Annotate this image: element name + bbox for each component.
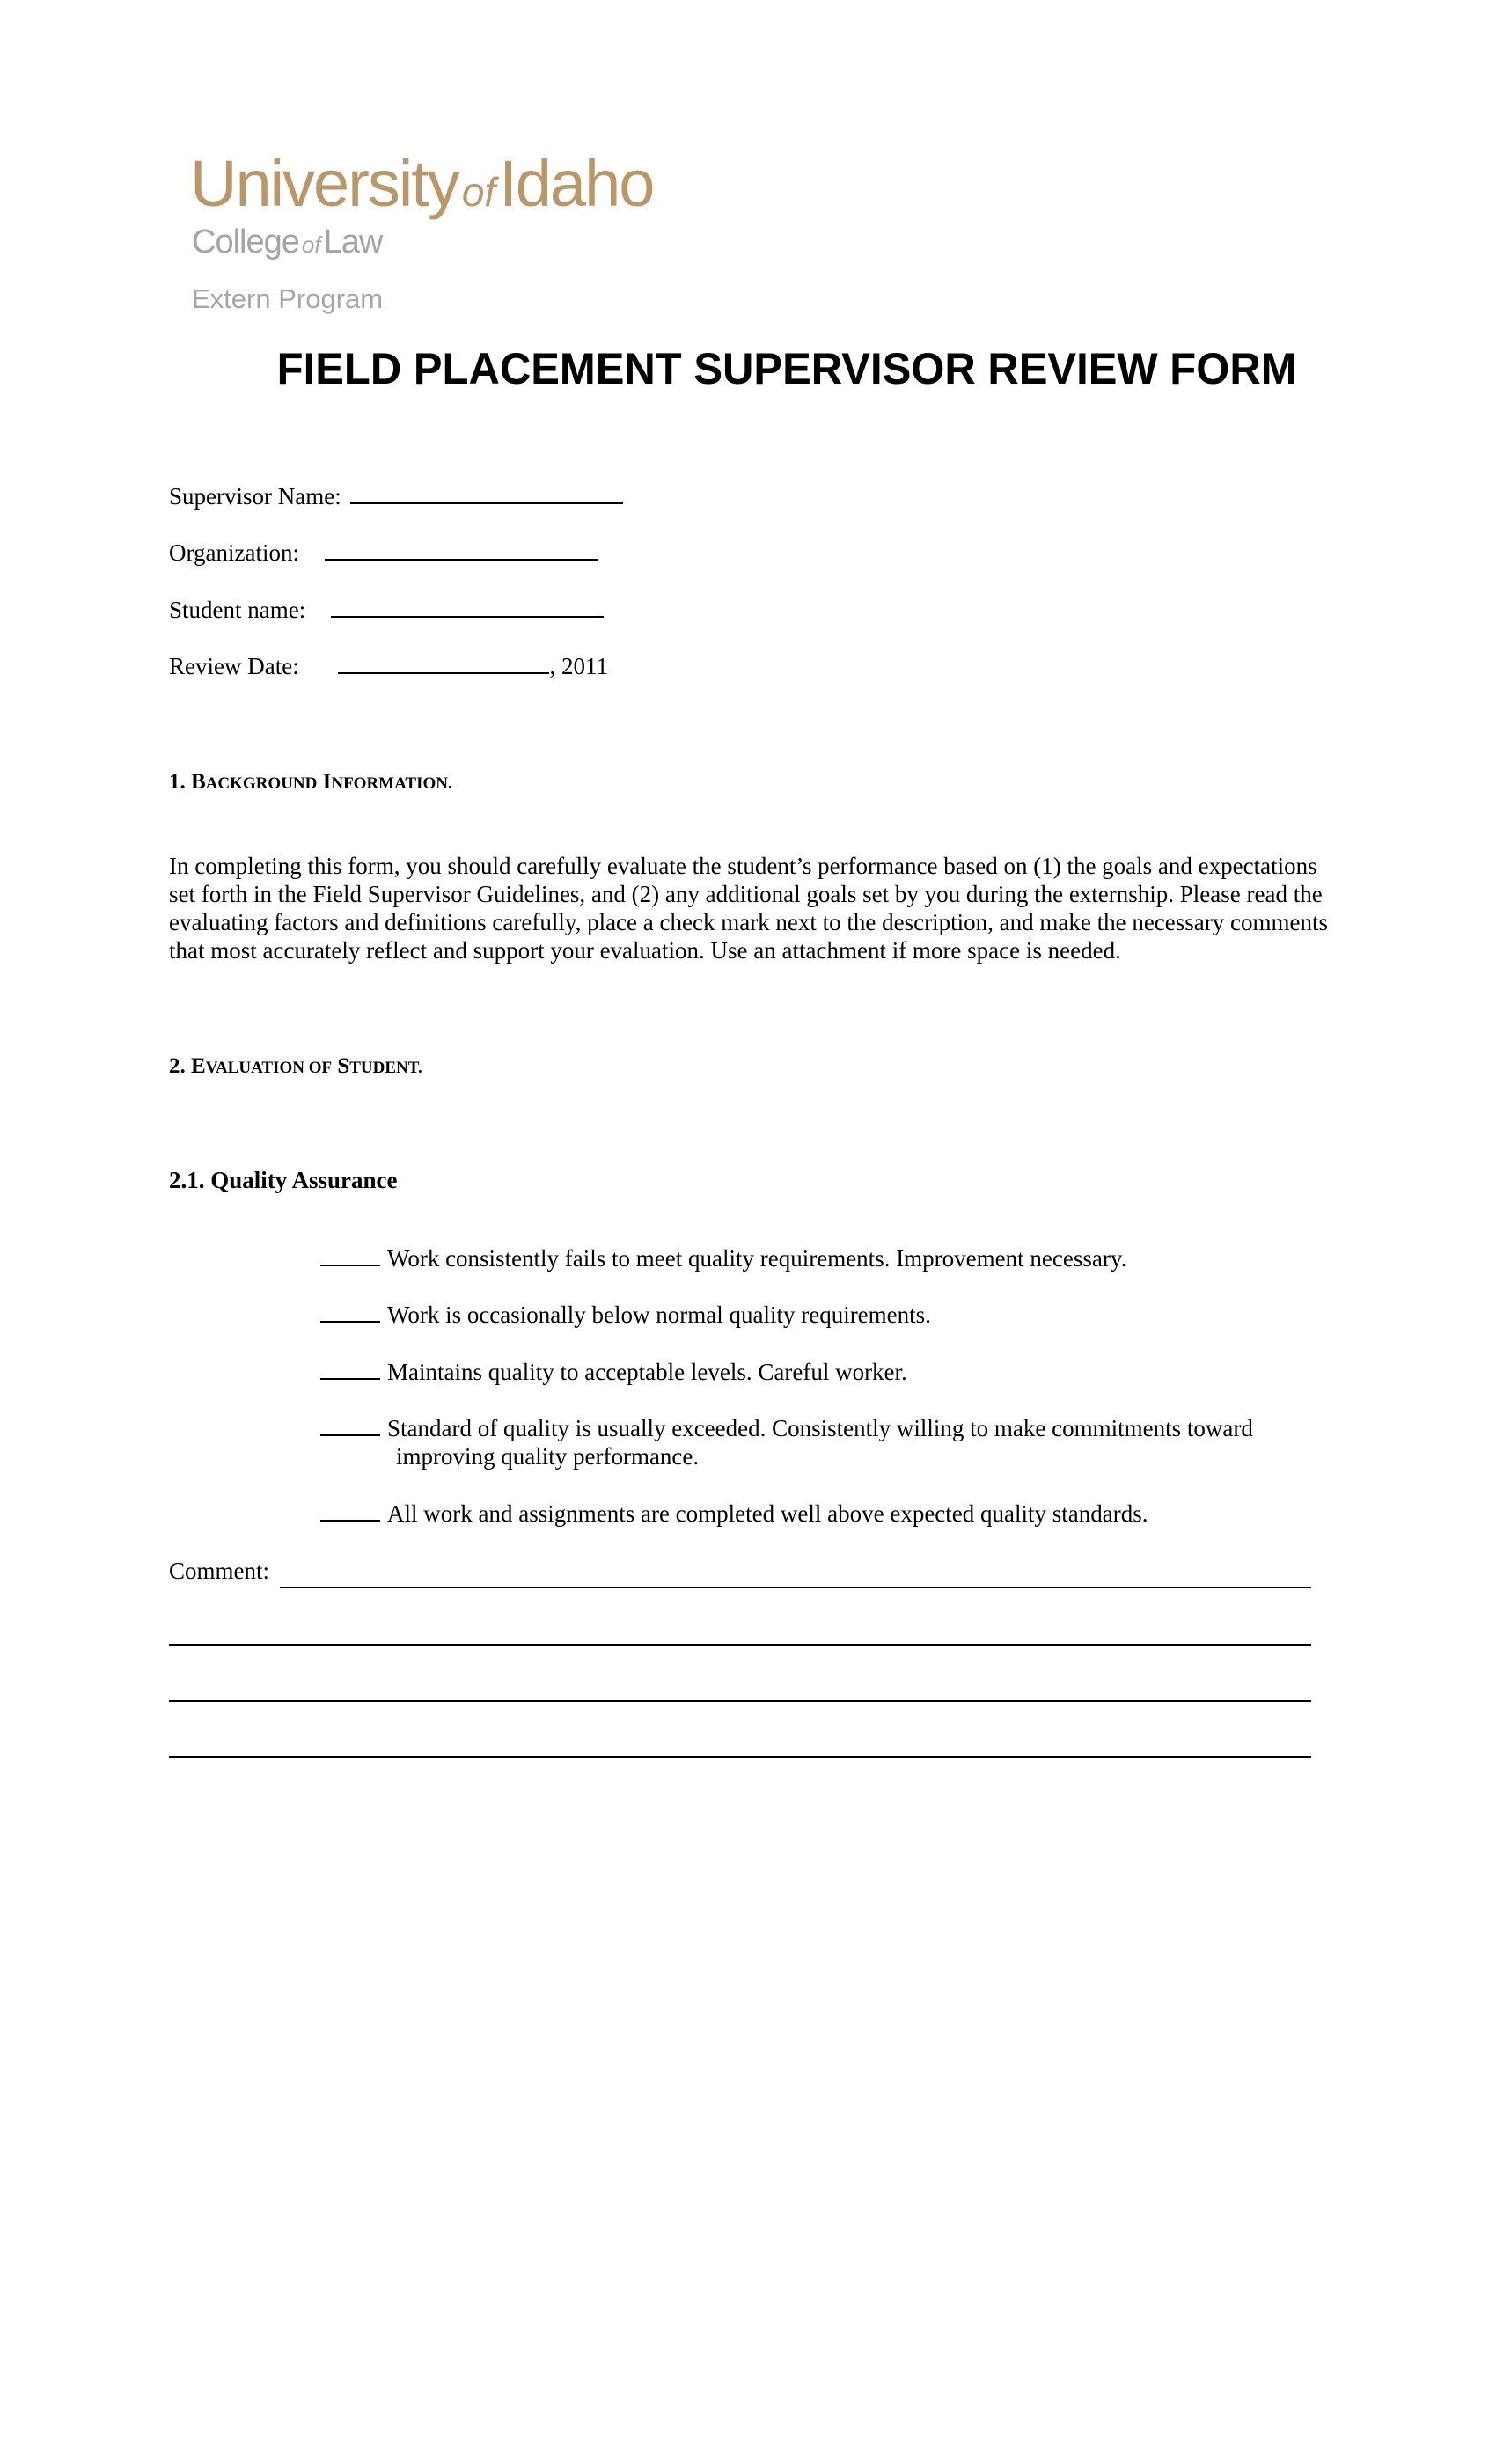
heading-cap: S: [337, 1054, 350, 1078]
heading-smallcaps: NFORMATION.: [331, 774, 452, 793]
comment-line-4[interactable]: [169, 1756, 1311, 1758]
option-text: All work and assignments are completed well above expected quality standards.: [387, 1500, 1148, 1527]
comment-line-1[interactable]: [280, 1587, 1311, 1588]
checkmark-blank[interactable]: [320, 1359, 380, 1380]
review-date-field[interactable]: [338, 653, 549, 674]
student-name-label: Student name:: [169, 597, 306, 623]
background-paragraph: [169, 852, 1383, 964]
student-name-row: [169, 596, 604, 624]
quality-option-3: [320, 1358, 907, 1386]
quality-option-2: [320, 1301, 931, 1329]
quality-option-5: [320, 1500, 1148, 1528]
heading-smallcaps: ACKGROUND: [205, 774, 318, 793]
paragraph-line: In completing this form, you should carefully evaluate the student’s performance based on (1) the goals and expectations: [169, 853, 1317, 879]
section-heading-evaluation: [169, 1055, 422, 1077]
checkmark-blank[interactable]: [320, 1415, 380, 1436]
option-text: Work is occasionally below normal quality requirements.: [387, 1302, 931, 1328]
review-date-year: , 2011: [549, 653, 608, 679]
paragraph-line: that most accurately reflect and support your evaluation. Use an attachment if more space is needed.: [169, 937, 1121, 964]
supervisor-name-field[interactable]: [350, 483, 623, 504]
student-name-field[interactable]: [331, 597, 604, 618]
page-title: FIELD PLACEMENT SUPERVISOR REVIEW FORM: [276, 344, 1297, 393]
college-of-law-logo: [192, 225, 382, 259]
quality-option-1: [320, 1244, 1126, 1272]
checkmark-blank[interactable]: [320, 1245, 380, 1266]
heading-cap: I: [322, 770, 332, 794]
option-text: Standard of quality is usually exceeded. Consistently willing to make commitments toward: [387, 1415, 1253, 1441]
section-heading-background: [169, 771, 452, 793]
logo-college-text: College: [192, 224, 299, 260]
heading-cap: E: [191, 1054, 206, 1078]
review-date-row: [169, 652, 608, 680]
checkmark-blank[interactable]: [320, 1500, 380, 1522]
option-text: Work consistently fails to meet quality requirements. Improvement necessary.: [387, 1245, 1127, 1272]
logo-university-text: University: [190, 147, 458, 220]
review-date-label: Review Date:: [169, 653, 299, 679]
program-name: Extern Program: [192, 283, 384, 314]
quality-option-4: [320, 1414, 1253, 1470]
heading-smallcaps: TUDENT.: [349, 1059, 422, 1077]
section-number: 1.: [169, 770, 186, 794]
supervisor-name-label: Supervisor Name:: [169, 483, 341, 510]
comment-line-3[interactable]: [169, 1700, 1311, 1702]
section-number: 2.: [169, 1054, 186, 1078]
supervisor-name-row: [169, 482, 623, 510]
option-text-continuation: improving quality performance.: [396, 1443, 700, 1470]
logo-of-text: of: [461, 169, 496, 215]
organization-row: [169, 539, 598, 567]
organization-field[interactable]: [325, 539, 598, 561]
logo-idaho-text: Idaho: [499, 147, 654, 220]
paragraph-line: set forth in the Field Supervisor Guidelines, and (2) any additional goals set by you during the externship. Please read the: [169, 881, 1323, 907]
logo-college-of-text: of: [301, 231, 321, 258]
heading-smallcaps: VALUATION OF: [205, 1059, 333, 1077]
comment-label: Comment:: [169, 1558, 269, 1584]
logo-law-text: Law: [323, 224, 383, 260]
option-text: Maintains quality to acceptable levels. Careful worker.: [387, 1359, 907, 1385]
checkmark-blank[interactable]: [320, 1302, 380, 1323]
subsection-heading-quality-assurance: 2.1. Quality Assurance: [169, 1167, 398, 1193]
university-of-idaho-logo: [190, 147, 654, 220]
organization-label: Organization:: [169, 539, 299, 566]
heading-cap: B: [191, 770, 206, 794]
paragraph-line: evaluating factors and definitions carefully, place a check mark next to the description, and make the necessary comments: [169, 909, 1328, 935]
comment-line-2[interactable]: [169, 1644, 1311, 1646]
